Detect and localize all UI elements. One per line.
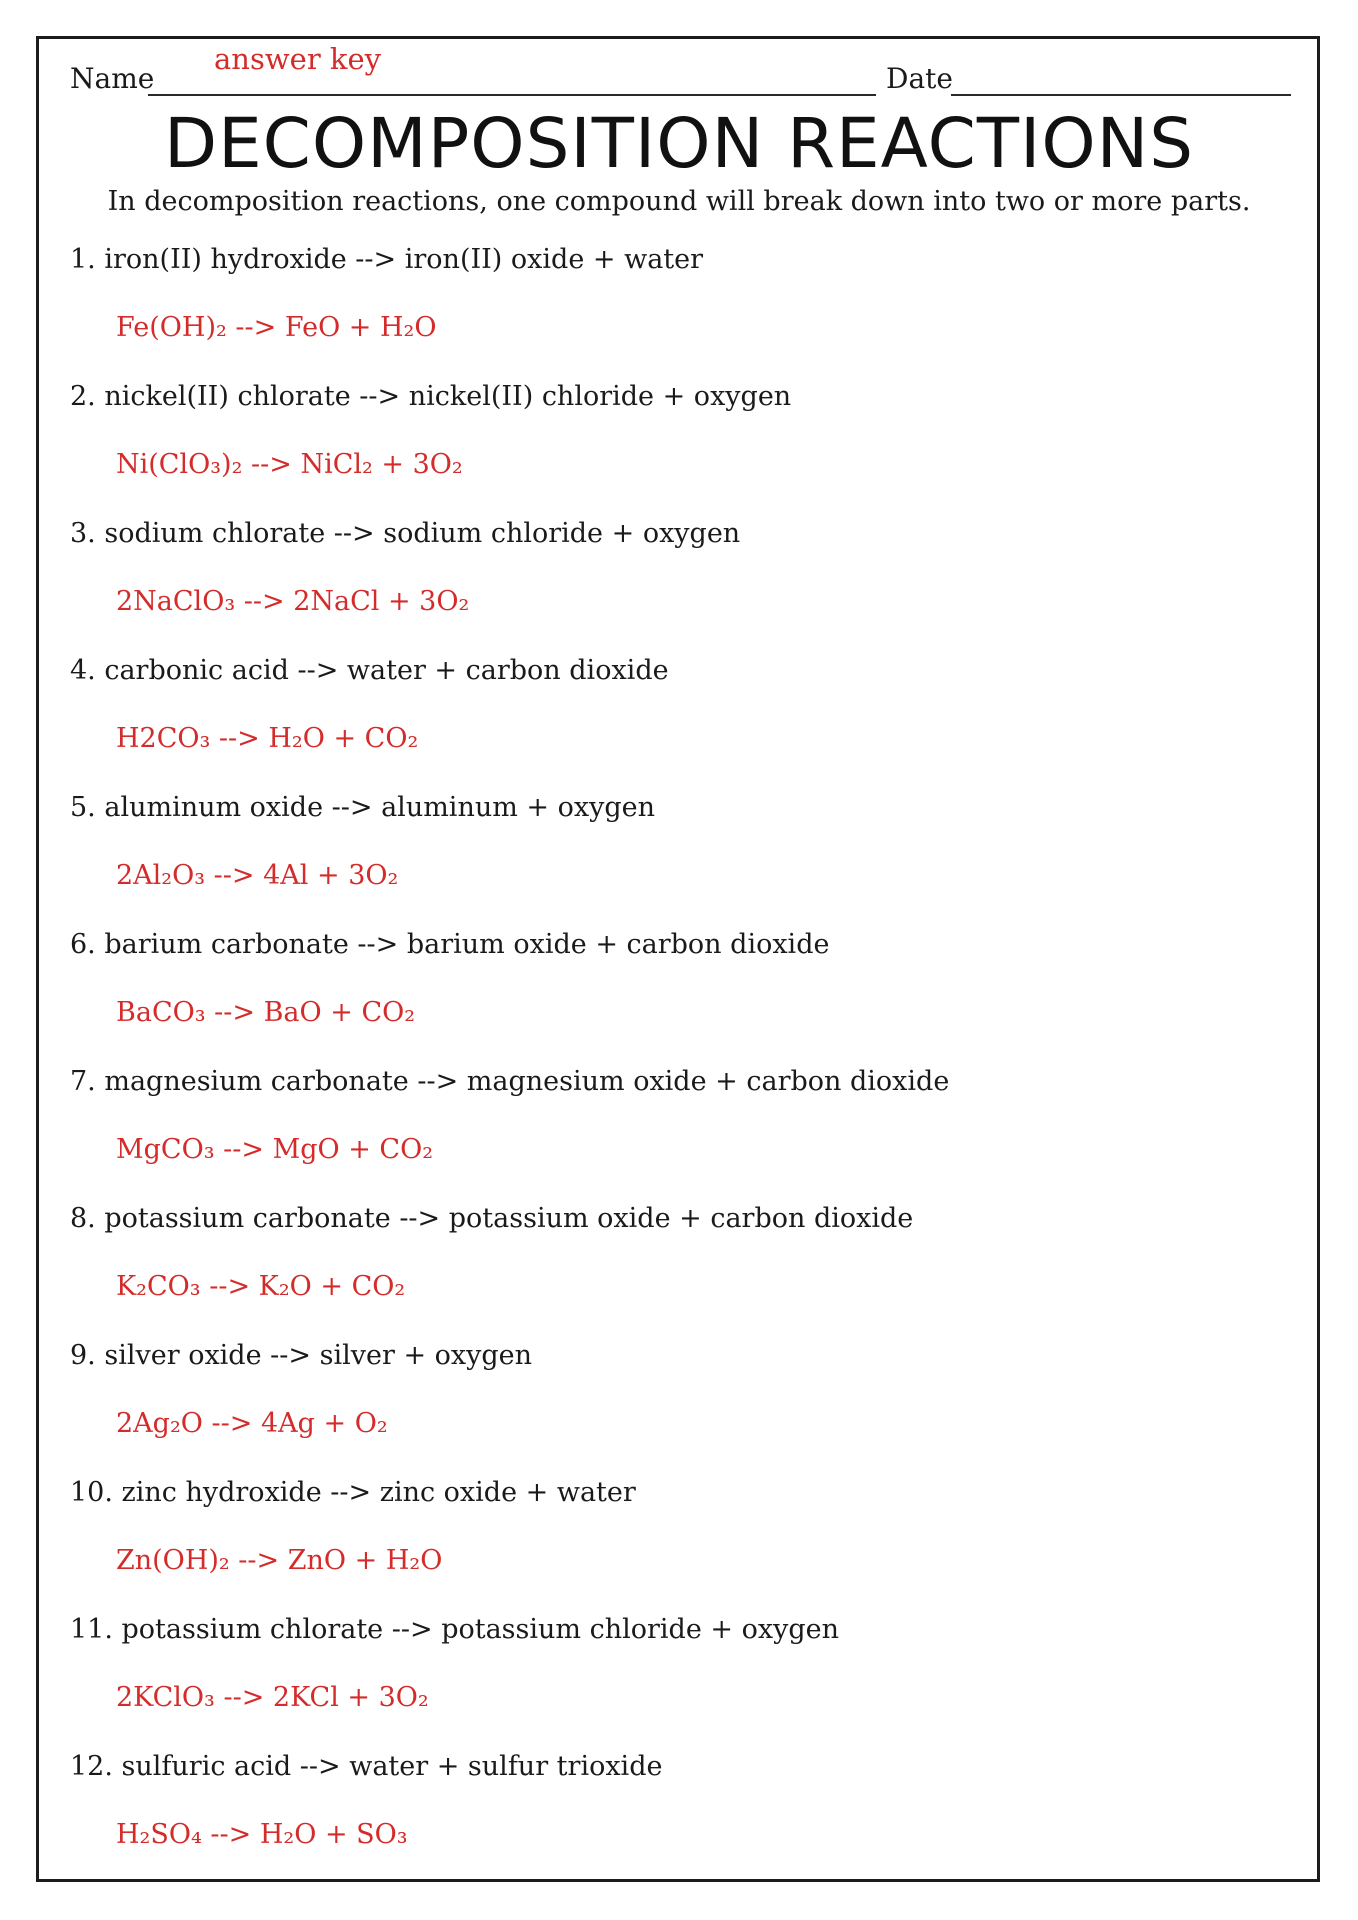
header-row	[36, 28, 1322, 98]
problem-answer: Fe(OH)₂ --> FeO + H₂O	[116, 312, 437, 343]
problem-item	[70, 1476, 1270, 1613]
problem-answer: BaCO₃ --> BaO + CO₂	[116, 997, 416, 1028]
problem-item	[70, 1339, 1270, 1476]
problem-question: 6. barium carbonate --> barium oxide + carbon dioxide	[70, 929, 830, 960]
name-label: Name	[70, 62, 155, 95]
date-label: Date	[886, 62, 953, 95]
problem-question: 2. nickel(II) chlorate --> nickel(II) chloride + oxygen	[70, 381, 792, 412]
problem-item	[70, 791, 1270, 928]
problem-item	[70, 243, 1270, 380]
problem-question: 12. sulfuric acid --> water + sulfur trioxide	[70, 1751, 663, 1782]
problem-answer: MgCO₃ --> MgO + CO₂	[116, 1134, 434, 1165]
problem-item	[70, 1750, 1270, 1887]
problem-answer: K₂CO₃ --> K₂O + CO₂	[116, 1271, 406, 1302]
problem-item	[70, 1202, 1270, 1339]
problem-answer: H2CO₃ --> H₂O + CO₂	[116, 723, 419, 754]
problem-item	[70, 1613, 1270, 1750]
problem-answer: 2KClO₃ --> 2KCl + 3O₂	[116, 1682, 429, 1713]
problem-item	[70, 928, 1270, 1065]
problem-answer: H₂SO₄ --> H₂O + SO₃	[116, 1819, 408, 1850]
problem-answer: 2NaClO₃ --> 2NaCl + 3O₂	[116, 586, 470, 617]
problem-question: 10. zinc hydroxide --> zinc oxide + water	[70, 1477, 636, 1508]
problem-list	[70, 243, 1270, 1887]
problem-answer: Ni(ClO₃)₂ --> NiCl₂ + 3O₂	[116, 449, 463, 480]
problem-question: 8. potassium carbonate --> potassium oxide + carbon dioxide	[70, 1203, 914, 1234]
problem-question: 7. magnesium carbonate --> magnesium oxide + carbon dioxide	[70, 1066, 950, 1097]
problem-item	[70, 380, 1270, 517]
worksheet-title: DECOMPOSITION REACTIONS	[163, 104, 1195, 184]
problem-answer: 2Ag₂O --> 4Ag + O₂	[116, 1408, 388, 1439]
problem-question: 5. aluminum oxide --> aluminum + oxygen	[70, 792, 655, 823]
problem-question: 3. sodium chlorate --> sodium chloride + oxygen	[70, 518, 741, 549]
date-line	[951, 94, 1291, 96]
problem-item	[70, 1065, 1270, 1202]
name-line	[148, 94, 876, 96]
intro-text: In decomposition reactions, one compound will break down into two or more parts.	[107, 186, 1251, 217]
name-value: answer key	[214, 42, 382, 76]
problem-question: 11. potassium chlorate --> potassium chloride + oxygen	[70, 1614, 839, 1645]
problem-item	[70, 654, 1270, 791]
problem-question: 9. silver oxide --> silver + oxygen	[70, 1340, 533, 1371]
problem-question: 1. iron(II) hydroxide --> iron(II) oxide + water	[70, 244, 704, 275]
problem-answer: 2Al₂O₃ --> 4Al + 3O₂	[116, 860, 399, 891]
problem-item	[70, 517, 1270, 654]
problem-question: 4. carbonic acid --> water + carbon dioxide	[70, 655, 669, 686]
problem-answer: Zn(OH)₂ --> ZnO + H₂O	[116, 1545, 443, 1576]
